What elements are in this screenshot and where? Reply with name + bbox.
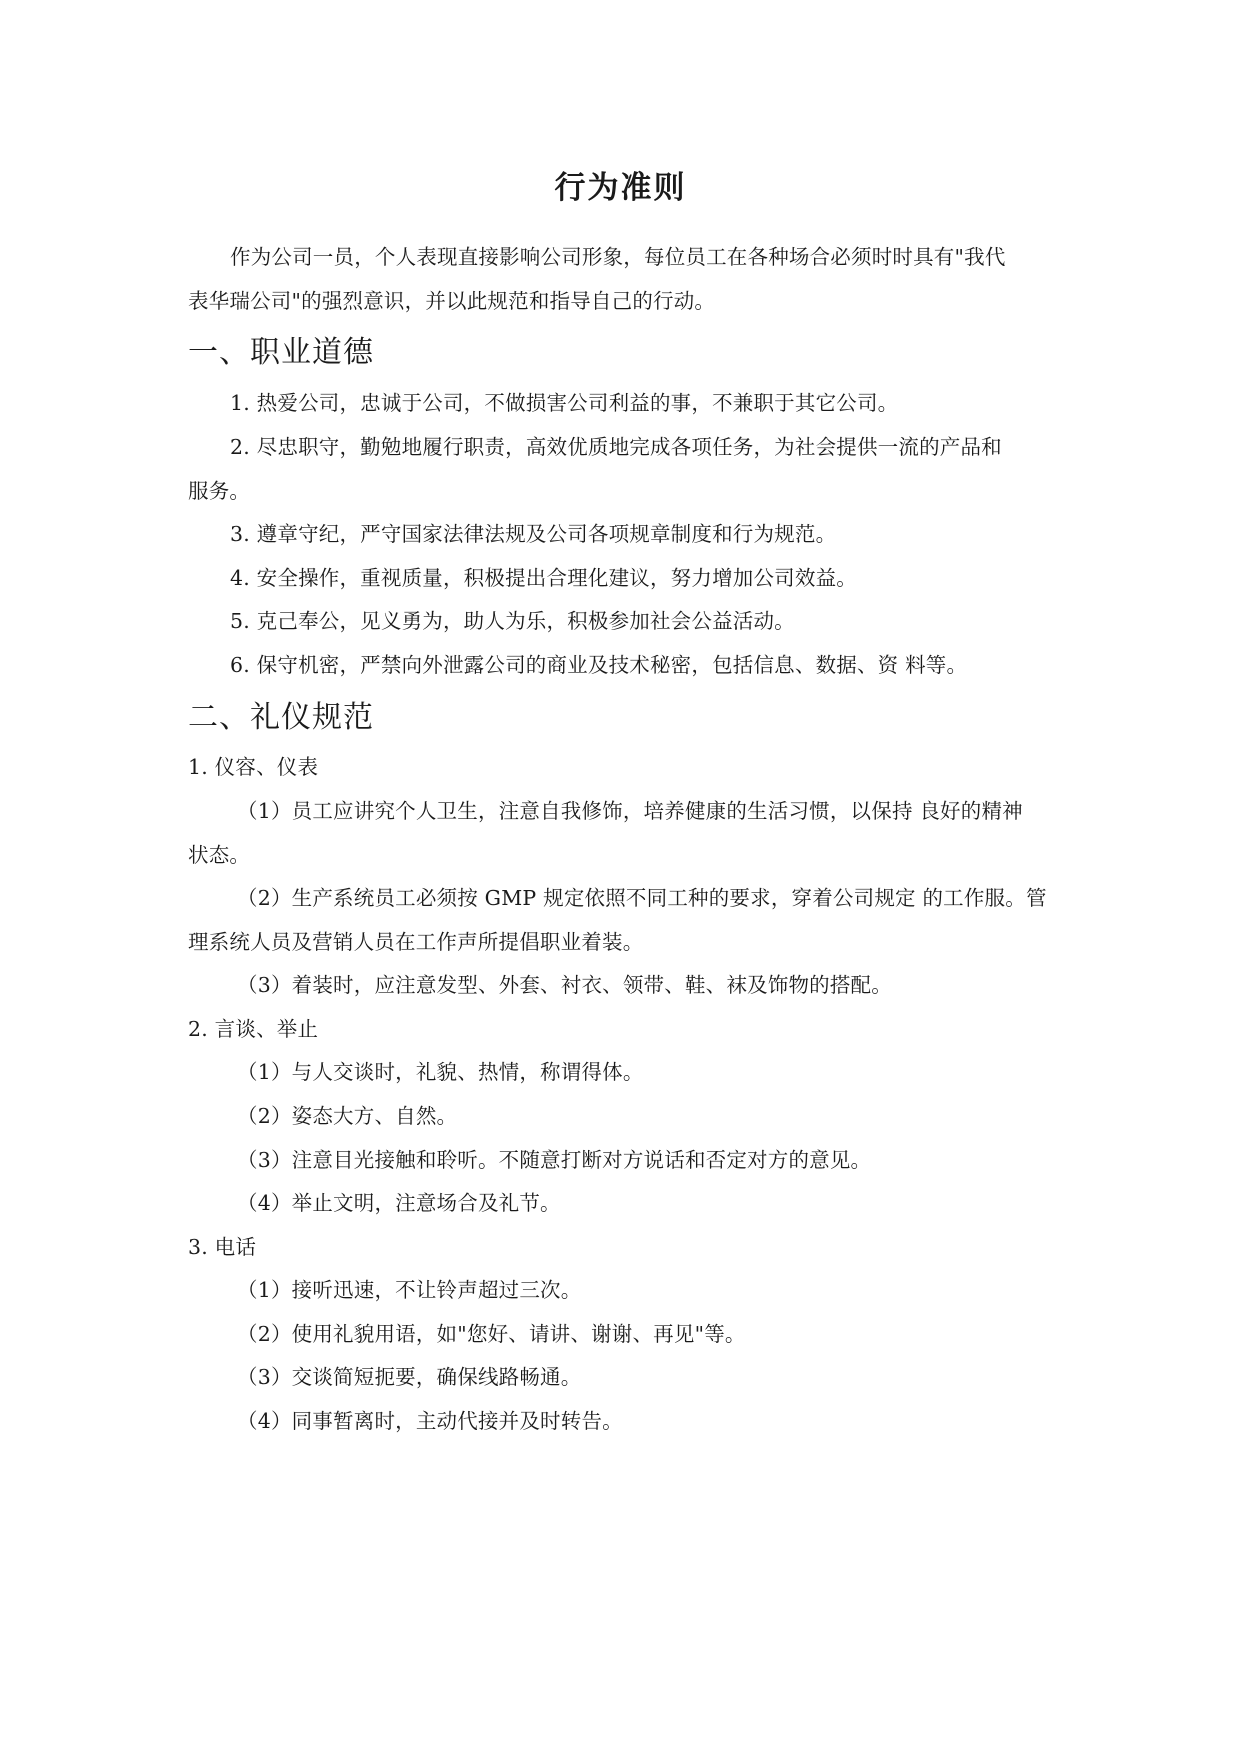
etiquette-sub-1-p3: （3）着装时，应注意发型、外套、衬衣、领带、鞋、袜及饰物的搭配。 (237, 973, 892, 997)
ethics-item-2-line-1: 2. 尽忠职守，勤勉地履行职责，高效优质地完成各项任务，为社会提供一流的产品和 (230, 435, 1002, 459)
section-heading-ethics: 一、职业道德 (188, 335, 374, 370)
etiquette-sub-3-p3: （3）交谈简短扼要，确保线路畅通。 (237, 1365, 582, 1389)
document-title: 行为准则 (554, 170, 687, 206)
intro-line-2: 表华瑞公司"的强烈意识，并以此规范和指导自己的行动。 (188, 289, 716, 313)
etiquette-sub-2-p3: （3）注意目光接触和聆听。不随意打断对方说话和否定对方的意见。 (237, 1148, 872, 1172)
etiquette-sub-3-p4: （4）同事暂离时，主动代接并及时转告。 (237, 1409, 623, 1433)
ethics-item-5: 5. 克己奉公，见义勇为，助人为乐，积极参加社会公益活动。 (230, 609, 795, 633)
etiquette-sub-1-p2-line-2: 理系统人员及营销人员在工作声所提倡职业着装。 (188, 930, 644, 954)
etiquette-sub-2-p1: （1）与人交谈时，礼貌、热情，称谓得体。 (237, 1060, 644, 1084)
etiquette-sub-1-p1-line-2: 状态。 (188, 843, 251, 867)
etiquette-sub-1-p2-line-1: （2）生产系统员工必须按 GMP 规定依照不同工种的要求，穿着公司规定 的工作服。管 (237, 886, 1047, 910)
etiquette-sub-3-p1: （1）接听迅速，不让铃声超过三次。 (237, 1278, 582, 1302)
etiquette-sub-3-p2: （2）使用礼貌用语，如"您好、请讲、谢谢、再见"等。 (237, 1322, 746, 1346)
etiquette-sub-2-p2: （2）姿态大方、自然。 (237, 1104, 458, 1128)
ethics-item-6: 6. 保守机密，严禁向外泄露公司的商业及技术秘密，包括信息、数据、资 料等。 (230, 653, 968, 677)
etiquette-sub-1-label: 1. 仪容、仪表 (188, 755, 319, 779)
ethics-item-3: 3. 遵章守纪，严守国家法律法规及公司各项规章制度和行为规范。 (230, 522, 837, 546)
section-heading-etiquette: 二、礼仪规范 (188, 700, 374, 735)
ethics-item-1: 1. 热爱公司，忠诚于公司，不做损害公司利益的事，不兼职于其它公司。 (230, 391, 899, 415)
ethics-item-4: 4. 安全操作，重视质量，积极提出合理化建议，努力增加公司效益。 (230, 566, 857, 590)
etiquette-sub-3-label: 3. 电话 (188, 1235, 257, 1259)
intro-line-1: 作为公司一员，个人表现直接影响公司形象，每位员工在各种场合必须时时具有"我代 (230, 245, 1006, 269)
etiquette-sub-1-p1-line-1: （1）员工应讲究个人卫生，注意自我修饰，培养健康的生活习惯，以保持 良好的精神 (237, 799, 1023, 823)
etiquette-sub-2-label: 2. 言谈、举止 (188, 1017, 319, 1041)
etiquette-sub-2-p4: （4）举止文明，注意场合及礼节。 (237, 1191, 561, 1215)
ethics-item-2-line-2: 服务。 (188, 479, 251, 503)
